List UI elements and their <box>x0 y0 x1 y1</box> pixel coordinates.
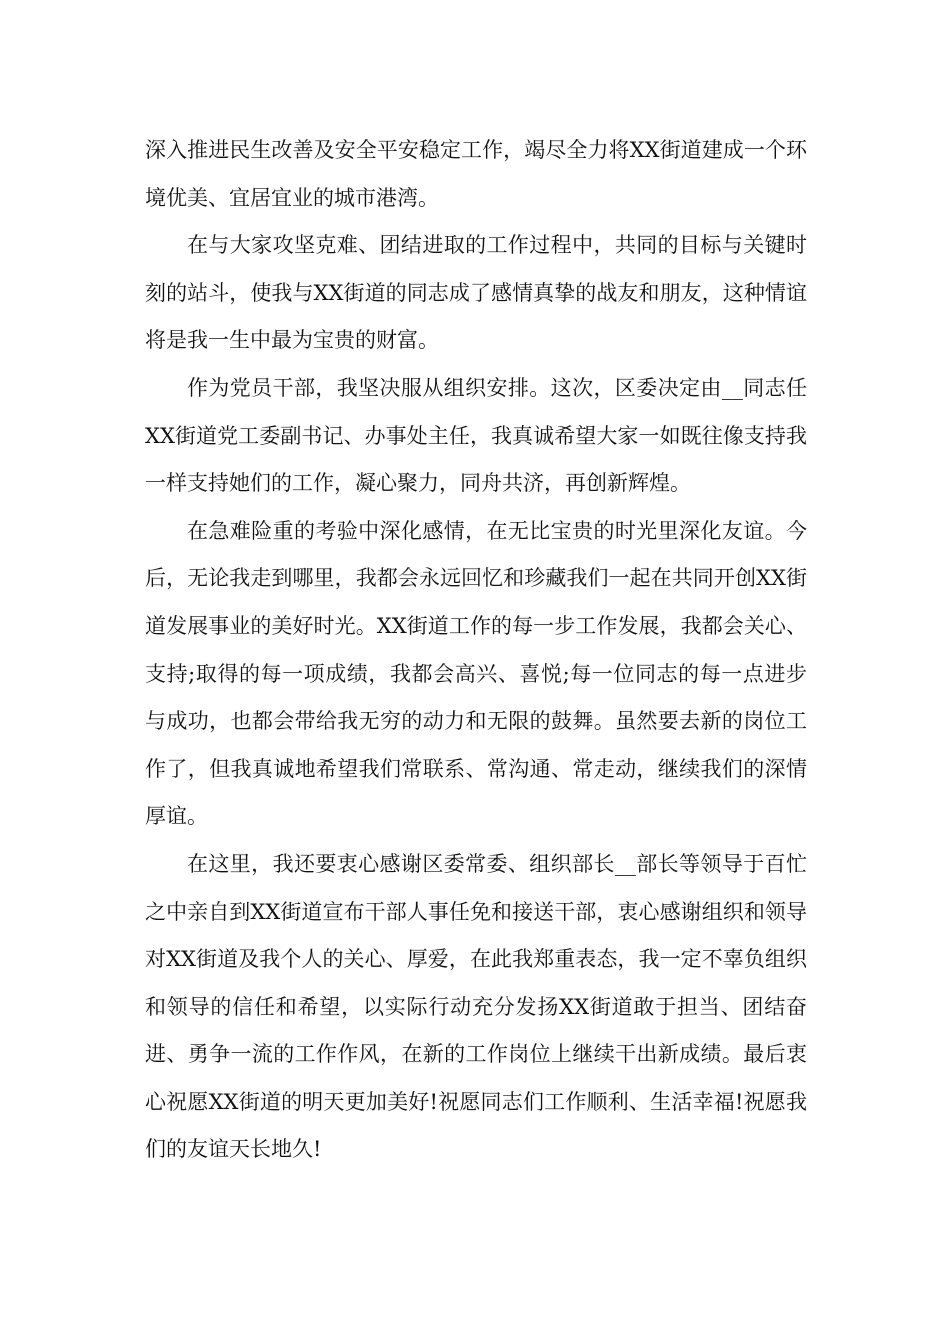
paragraph-appointment: 作为党员干部，我坚决服从组织安排。这次，区委决定由__同志任XX街道党工委副书记、办事处主任，我真诚希望大家一如既往像支持我一样支持她们的工作，凝心聚力，同舟共济，再创新辉煌。 <box>145 375 807 496</box>
paragraph-comrades: 在与大家攻坚克难、团结进取的工作过程中，共同的目标与关键时刻的站斗，使我与XX街道的同志成了感情真挚的战友和朋友，这种情谊将是我一生中最为宝贵的财富。 <box>145 233 807 353</box>
paragraph-friendship: 在急难险重的考验中深化感情，在无比宝贵的时光里深化友谊。今后，无论我走到哪里，我都会永远回忆和珍藏我们一起在共同开创XX街道发展事业的美好时光。XX街道工作的每一步工作发展，我都会关心、支持;取得的每一项成绩，我都会高兴、喜悦;每一位同志的每一点进步与成功，也都会带给我无穷的动力和无限的鼓舞。虽然要去新的岗位工作了，但我真诚地希望我们常联系、常沟通、常走动，继续我们的深情厚谊。 <box>145 518 807 829</box>
document-body <box>145 127 807 1174</box>
paragraph-thanks: 在这里，我还要衷心感谢区委常委、组织部长__部长等领导于百忙之中亲自到XX街道宣布干部人事任免和接送干部，衷心感谢组织和领导对XX街道及我个人的关心、厚爱，在此我郑重表态，我一定不辜负组织和领导的信任和希望，以实际行动充分发扬XX街道敢于担当、团结奋进、勇争一流的工作作风，在新的工作岗位上继续干出新成绩。最后衷心祝愿XX街道的明天更加美好!祝愿同志们工作顺利、生活幸福!祝愿我们的友谊天长地久! <box>145 851 807 1162</box>
paragraph-continuation: 深入推进民生改善及安全平安稳定工作，竭尽全力将XX街道建成一个环境优美、宜居宜业的城市港湾。 <box>145 138 807 210</box>
